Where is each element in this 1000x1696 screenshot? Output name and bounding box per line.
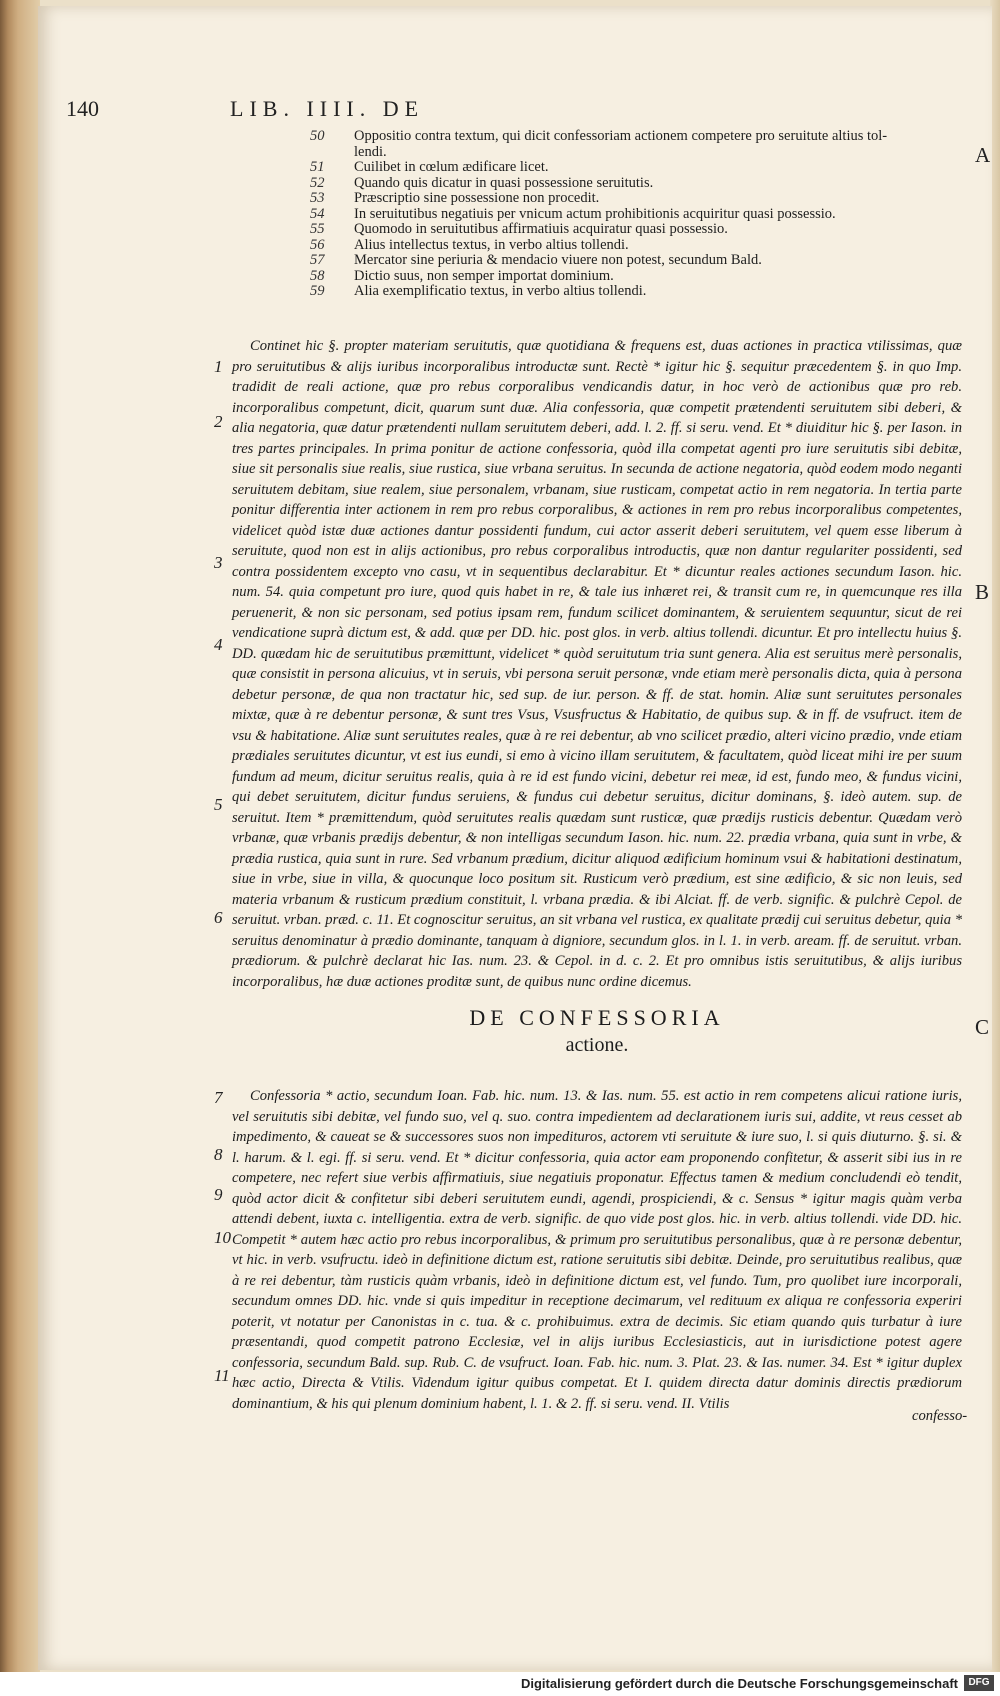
paragraph-text: Confessoria * actio, secundum Ioan. Fab. hic. num. 13. & Ias. num. 55. est actio in rem competens alicui ratione iuris, vel seruitutis sibi debitæ, vel fundo suo, vel q. suo. contra impedientem ad declarationem iuris sui, addite, vt reus cesset ab impedimento, & caueat se & successores suos non impedituros, actorem vti seruitute & iure suo, l. si quis diuturno. §. si. & l. harum. & l. egi. ff. si seru. vend. Et * dicitur confessoria, quia actor eam proponendo confitetur, & asserit sibi ius in re competere, nec refert siue verbis affirmatiuis, siue negatiuis proponatur. Effectus tamen & medium concludendi eò tendit, quòd actor dicit & confitetur sibi deberi seruitutem eundi, agendi, prospiciendi, & c. Sensus * igitur magis quàm verba attendi debent, iuxta c. intelligentia. extra de verb. signific. de quo vide post glos. hic. in verb. altius tollendi. vide DD. hic. Competit * autem hæc actio pro rebus incorporalibus, & primum pro seruitutibus personalibus, quæ à re personæ debentur, vt hic. in verb. vsufructu. ideò in definitione dictum est, ratione seruitutis sibi debitæ. Deinde, pro seruitutibus realibus, quæ à re rei debentur, tàm rusticis quàm vrbanis, ideò in definitione dictum est, vel fundo. Tum, pro quolibet iure incorporali, secundum omnes DD. hic. vnde si quis impeditur in receptione decimarum, vel redituum ex aliqua re confessoria experiri poterit, vt notatur per Canonistas in c. tua. & c. prohibuimus. extra de decimis. Sic etiam quando quis turbatur à iure præsentandi, quod competit patrono Ecclesiæ, vel in alijs iuribus Ecclesiasticis, aut in iurisdictione potest agere confessoria, secundum Bald. sup. Rub. C. de vsufruct. Ioan. Fab. hic. num. 3. Plat. 23. & Ias. numer. 34. Est * igitur duplex hæc actio, Directa & Vtilis. Videndum igitur quibus competat. Et I. quidem directa datur dominis directis prædiorum dominantium, & his qui plenum dominium habent, l. 1. & 2. ff. si seru. vend. II. Vtilis xyxy=(232,1088,962,1412)
catchword: confesso- xyxy=(912,1408,968,1424)
footer-credit: Digitalisierung gefördert durch die Deutsche Forschungsgemeinschaft xyxy=(520,1676,958,1691)
running-title: LIB. IIII. DE xyxy=(230,96,425,121)
margin-letter-a: A xyxy=(975,143,991,167)
paragraph-number: 9 xyxy=(214,1185,223,1204)
list-item: lendi. xyxy=(354,143,387,160)
paragraph-number: 10 xyxy=(214,1228,231,1247)
paragraph-number: 1 xyxy=(214,357,223,376)
paragraph-number: 2 xyxy=(214,412,223,431)
paragraph-number: 8 xyxy=(214,1145,223,1164)
list-item: 57 Mercator sine periuria & mendacio viuere non potest, secundum Bald. xyxy=(310,252,762,268)
paragraph-number: 3 xyxy=(214,553,223,572)
paragraph-number: 6 xyxy=(214,908,223,927)
paragraph-text: Continet hic §. propter materiam seruitutis, quæ quotidiana & frequens est, duas actiones in practica vtilissimas, quæ pro seruitutibus & alijs iuribus incorporalibus introductæ sunt. Rectè * igitur hic §. sequitur præcedentem §. in quo Imp. tradidit de reali actione, quæ pro rebus corporalibus vendicandis datur, in hoc verò de actionibus quæ pro reb. incorporalibus competunt, dicit, quarum sunt duæ. Alia confessoria, quæ competit prætendenti seruitutem sibi deberi, & alia negatoria, quæ datur prætendenti nullam seruitutem deberi, add. l. 2. ff. si seru. vend. Et * diuiditur hic §. per Iason. in tres partes principales. In prima ponitur de actione confessoria, quòd illa competat agenti pro iure seruitutis sibi debitæ, siue sit personalis siue realis, siue rustica, siue vrbana seruitus. In secunda de actione negatoria, quòd eodem modo neganti seruitutem debitam, siue realem, siue personalem, vrbanam, siue rusticam, competat actio in rem negatoria. In tertia parte ponitur differentia inter actionem in rem pro rebus corporalibus, & actiones in rem pro rebus incorporalibus competentes, videlicet quòd istæ duæ actiones dantur possidenti fundum, cui actor asserit deberi seruitutem, vel quem esse liberum à seruitute, quod non est in alijs actionibus, pro rebus corporalibus introductis, quæ non dantur regulariter possidenti, sed contra possidentem excepto vno casu, vt in sequentibus declarabitur. Et * dicuntur reales actiones secundum Iason. hic. num. 54. quia competunt pro iure, quod quis habet in re, & tale ius inhæret rei, & transit cum re, in quemcunque res illa peruenerit, & non sic personam, sed potius ipsam rem, fundum scilicet dominantem, & seruientem sequuntur, sicut de rei vendicatione suprà dictum est, & add. quæ per DD. hic. post glos. in verb. altius tollendi. dicuntur. Et pro intellectu huius §. DD. quædam hic de seruitutibus præmittunt, videlicet * quòd seruitutum tria sunt genera. Alia est seruitus merè personalis, quæ consistit in persona alicuius, vt in seruis, vbi persona seruit personæ, vnde etiam merè personalis dicta, quia à persona debetur personæ, de qua non tractatur hic, sed sup. de iur. person. & ff. de stat. homin. Aliæ sunt seruitutes personales mixtæ, quæ à re debentur personæ, & sunt tres Vsus, Vsusfructus & Habitatio, de quibus sup. & in ff. de vsufruct. item de vsu & habitatione. Aliæ sunt seruitutes reales, quæ à re rei debentur, ab vno scilicet prædio, alteri vicino prædio, vnde etiam prædiales seruitutes dicuntur, vt est ius eundi, si emo à vicino illam seruitutem, & facultatem, quòd liceat mihi ire per suum fundum ad meum, dicitur seruitus realis, quia à re id est fundo vicini, debetur rei meæ, id est, fundo meo, & fundus vicini, qui debet seruitutem, dicitur fundus seruiens, & fundus cui debetur seruitus, dicitur dominans, §. ideò autem. sup. de seruitut. Item * præmittendum, quòd seruitutes realis quædam sunt rusticæ, quæ prædijs rusticis debentur. Quædam verò vrbanæ, quæ vrbanis prædijs debentur, & non intelligas secundum Iason. hic. num. 22. prædia vrbana, quia sunt in vrbe, & prædia rustica, quia sunt in rure. Sed vrbanum prædium, dicitur aliquod ædificium hominum vsui & habitationi destinatum, siue in vrbe, siue in villa, & quocunque loco positum sit. Rusticum verò prædium, est sine ædificio, & sic non leuis, sed materia vrbanum & rusticum prædium constituit, l. vrbana prædia. & ibi Alciat. ff. de verb. signific. & pulchrè Cepol. de seruitut. vrban. præd. c. 11. Et cognoscitur seruitus, an sit vrbana vel rustica, ex qualitate prædij cui seruitus debetur, quia * seruitus denominatur à prædio dominante, tanquam à digniore, secundum glos. in l. 1. in verb. aream. ff. de seruitut. vrban. prædiorum. & pulchrè declarat hic Ias. num. 23. & Cepol. in d. c. 2. Et pro omnibus istis seruitutibus, & alijs iuribus incorporalibus, hæ duæ actiones proditæ sunt, de quibus nunc ordine dicemus. xyxy=(232,338,962,990)
page-stack-edge xyxy=(0,0,40,1672)
section-subheading: actione. xyxy=(565,1034,629,1056)
section-heading: DE CONFESSORIA xyxy=(469,1005,725,1030)
list-item: 52 Quando quis dicatur in quasi possessione seruitutis. xyxy=(310,174,654,191)
margin-letter-c: C xyxy=(975,1015,990,1039)
digitization-footer xyxy=(0,1672,1000,1696)
list-item: 53 Præscriptio sine possessione non procedit. xyxy=(310,190,600,206)
list-item: 50 Oppositio contra textum, qui dicit confessoriam actionem competere pro seruitute altius tol- xyxy=(310,128,888,144)
list-item: 58 Dictio suus, non semper importat dominium. xyxy=(310,267,614,284)
page-number: 140 xyxy=(66,96,99,121)
summary-list xyxy=(310,129,960,300)
margin-letter-b: B xyxy=(975,580,990,604)
paragraph-number: 7 xyxy=(214,1088,223,1107)
paragraph-number: 11 xyxy=(214,1366,230,1385)
list-item: 59 Alia exemplificatio textus, in verbo altius tollendi. xyxy=(310,283,647,299)
paragraph-number: 5 xyxy=(214,795,223,814)
list-item: 51 Cuilibet in cœlum ædificare licet. xyxy=(310,159,549,175)
paragraph-number: 4 xyxy=(214,635,223,654)
dfg-logo: DFG xyxy=(964,1675,994,1691)
confessoria-paragraph xyxy=(232,1086,962,1414)
list-item: 56 Alius intellectus textus, in verbo altius tollendi. xyxy=(310,236,629,253)
list-item: 54 In seruitutibus negatiuis per vnicum actum prohibitionis acquiritur quasi possessio. xyxy=(310,205,836,222)
list-item: 55 Quomodo in seruitutibus affirmatiuis acquiratur quasi possessio. xyxy=(310,221,728,237)
commentary-paragraph xyxy=(232,336,962,992)
